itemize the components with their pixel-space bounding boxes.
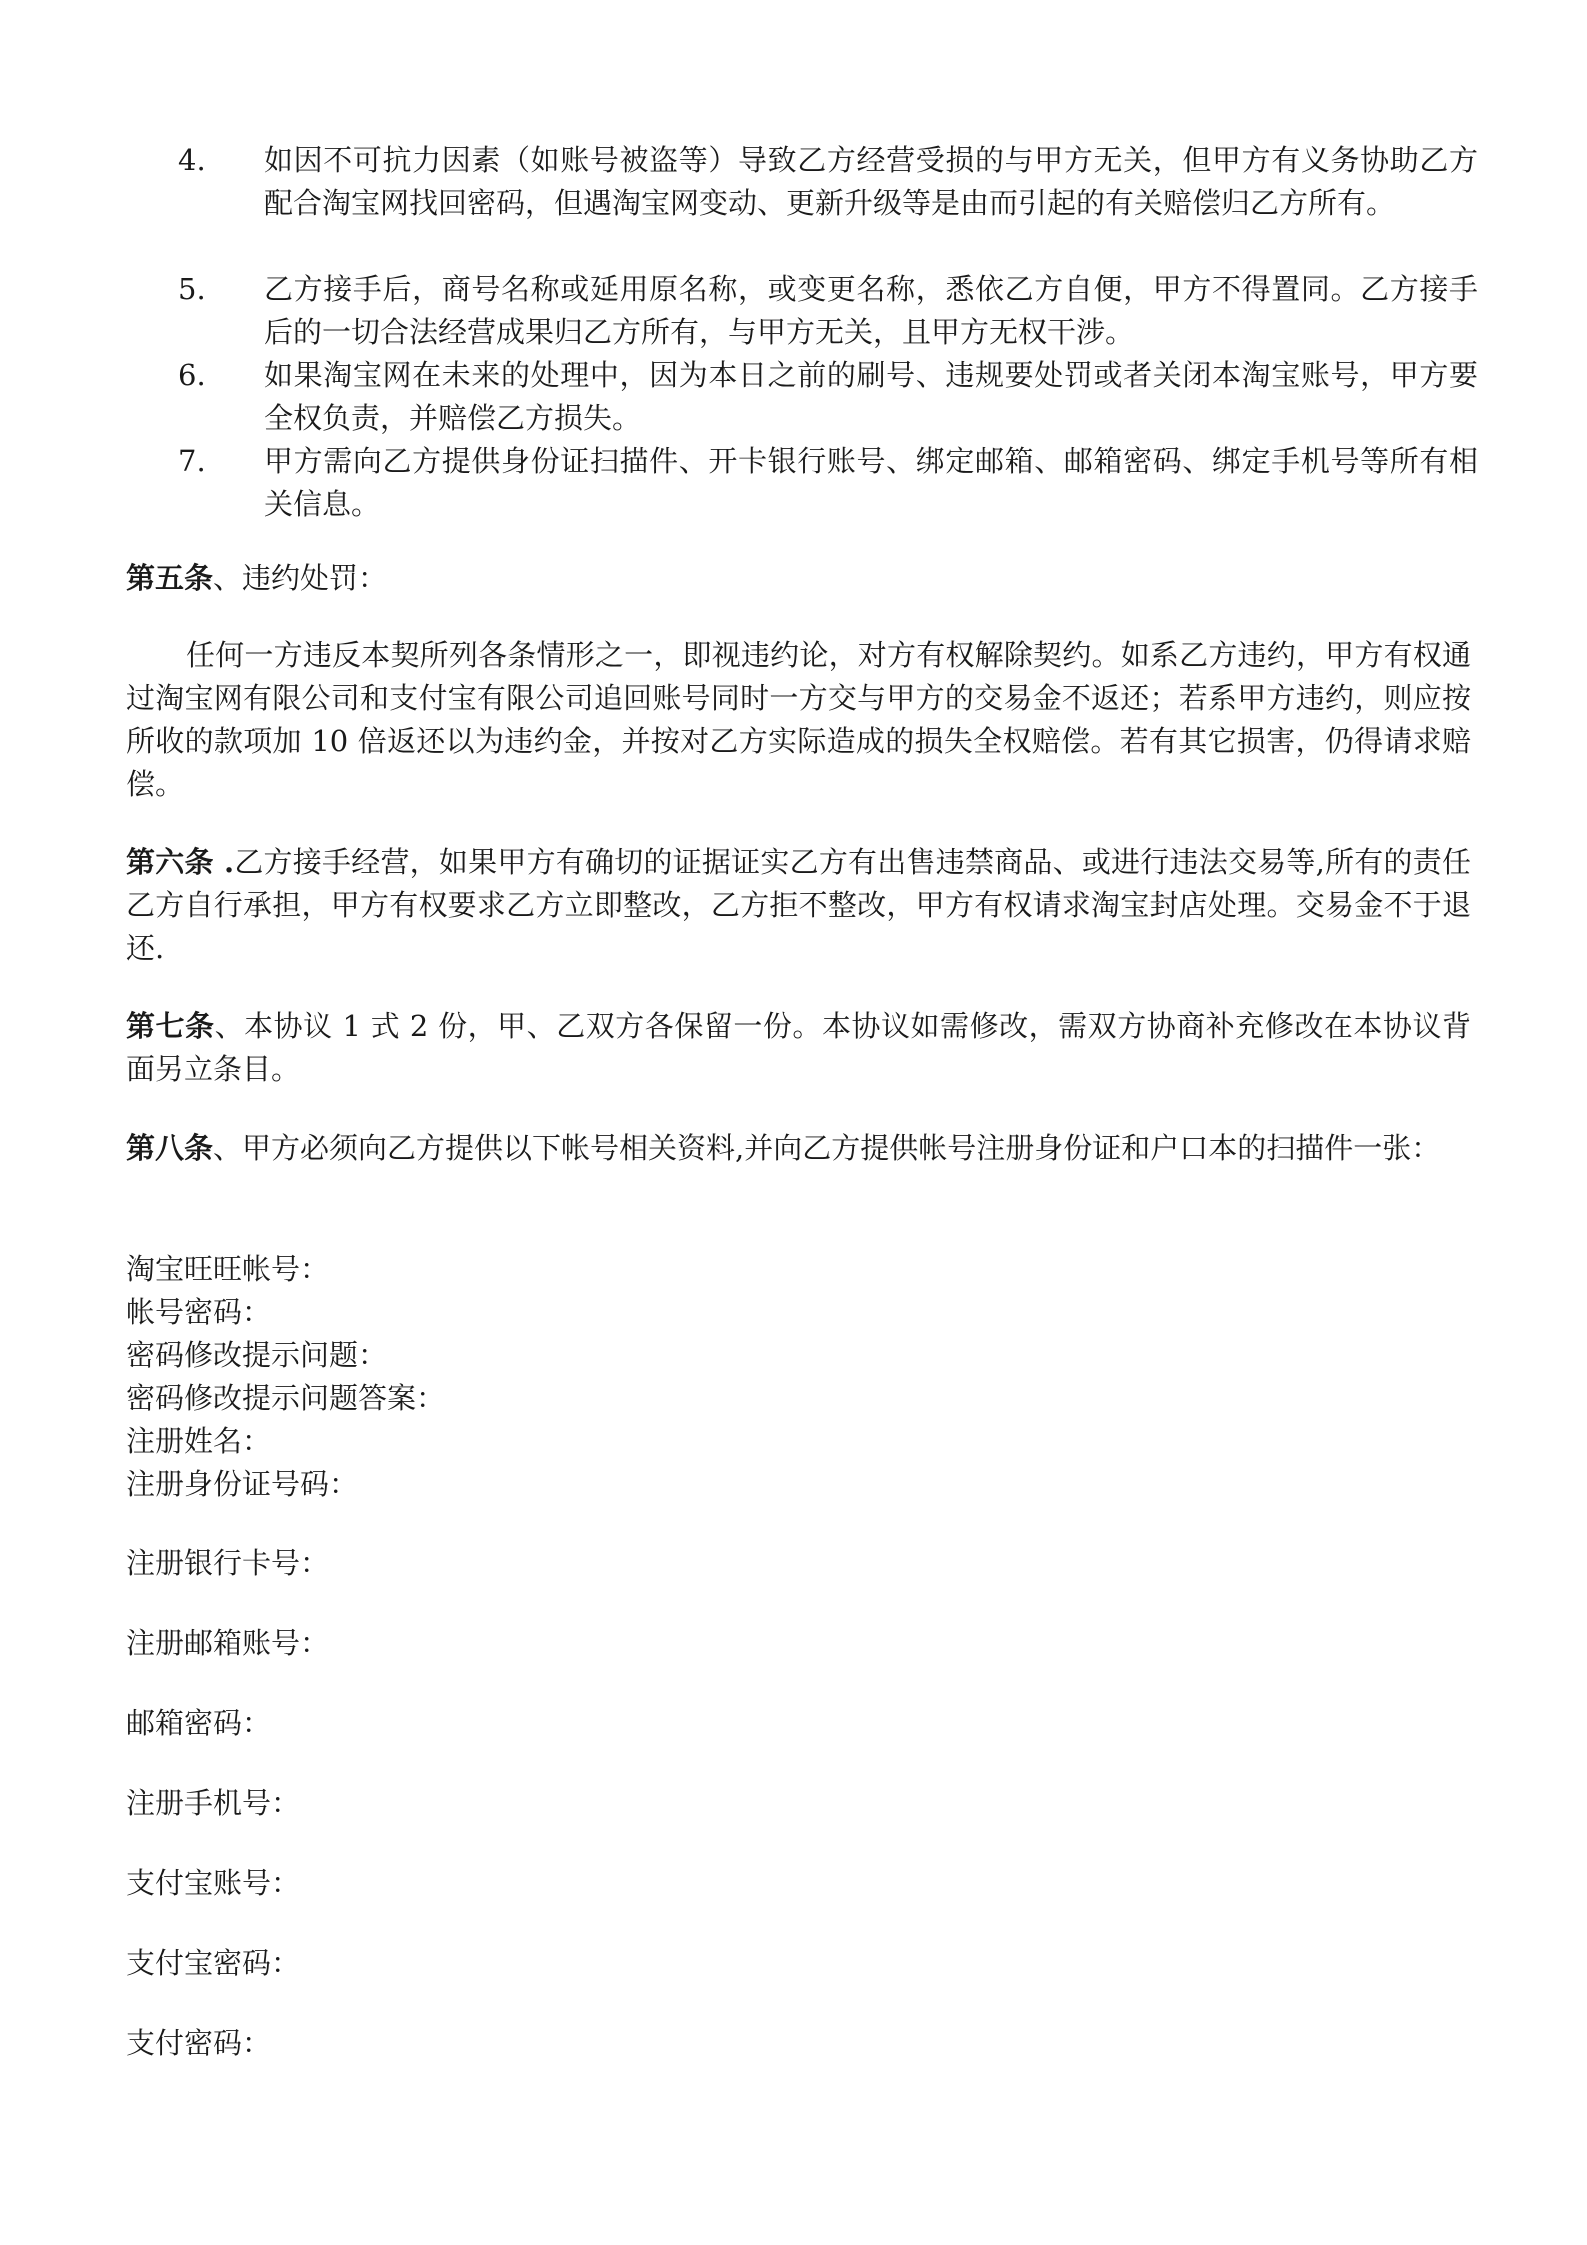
field-payment-password: 支付密码：	[126, 2026, 272, 2060]
list-item-number: 7.	[178, 444, 206, 478]
article-6-label: 第六条 .	[126, 845, 235, 879]
article-8-text: 、甲方必须向乙方提供以下帐号相关资料,并向乙方提供帐号注册身份证和户口本的扫描件一张：	[213, 1131, 1441, 1165]
list-item-text: 乙方接手后，商号名称或延用原名称，或变更名称，悉依乙方自便，甲方不得置同。乙方接手后的一切合法经营成果归乙方所有，与甲方无关，且甲方无权干涉。	[264, 272, 1478, 349]
article-7-text: 、本协议 1 式 2 份，甲、乙双方各保留一份。本协议如需修改，需双方协商补充修改在本协议背面另立条目。	[126, 1009, 1471, 1086]
list-item-text: 如果淘宝网在未来的处理中，因为本日之前的刷号、违规要处罚或者关闭本淘宝账号，甲方要全权负责，并赔偿乙方损失。	[264, 358, 1478, 435]
field-password-hint-question: 密码修改提示问题：	[126, 1338, 388, 1372]
field-password-hint-answer: 密码修改提示问题答案：	[126, 1381, 446, 1415]
field-email-password: 邮箱密码：	[126, 1706, 272, 1740]
article-5-body: 任何一方违反本契所列各条情形之一，即视违约论，对方有权解除契约。如系乙方违约，甲方有权通过淘宝网有限公司和支付宝有限公司追回账号同时一方交与甲方的交易金不返还；若系甲方违约，则应按所收的款项加 10 倍返还以为违约金，并按对乙方实际造成的损失全权赔偿。若有其它损害，仍得请求赔偿。	[126, 638, 1471, 801]
article-7-paragraph	[126, 1005, 1471, 1091]
article-6-text: 乙方接手经营，如果甲方有确切的证据证实乙方有出售违禁商品、或进行违法交易等,所有的责任乙方自行承担，甲方有权要求乙方立即整改，乙方拒不整改，甲方有权请求淘宝封店处理。交易金不于退还.	[126, 845, 1471, 965]
list-item-text: 如因不可抗力因素（如账号被盗等）导致乙方经营受损的与甲方无关，但甲方有义务协助乙方配合淘宝网找回密码，但遇淘宝网变动、更新升级等是由而引起的有关赔偿归乙方所有。	[264, 143, 1478, 220]
article-8-paragraph	[126, 1127, 1471, 1170]
list-item-number: 6.	[178, 358, 206, 392]
article-8-label: 第八条	[126, 1131, 214, 1165]
article-5-label: 第五条	[126, 561, 214, 595]
field-account-password: 帐号密码：	[126, 1295, 272, 1329]
list-item-number: 5.	[178, 272, 206, 306]
field-registered-phone: 注册手机号：	[126, 1786, 301, 1820]
list-item-text: 甲方需向乙方提供身份证扫描件、开卡银行账号、绑定邮箱、邮箱密码、绑定手机号等所有相关信息。	[264, 444, 1478, 521]
field-wangwang-account: 淘宝旺旺帐号：	[126, 1252, 330, 1286]
list-item-number: 4.	[178, 143, 206, 177]
article-5-heading	[126, 557, 1471, 600]
field-alipay-password: 支付宝密码：	[126, 1946, 301, 1980]
field-registered-bank-card: 注册银行卡号：	[126, 1546, 330, 1580]
list-item-4	[178, 139, 1478, 225]
article-5-title: 、违约处罚：	[213, 561, 388, 595]
list-item-5	[178, 268, 1478, 354]
list-item-6	[178, 354, 1478, 440]
article-6-paragraph	[126, 841, 1471, 970]
field-registered-name: 注册姓名：	[126, 1424, 272, 1458]
field-registered-email: 注册邮箱账号：	[126, 1626, 330, 1660]
field-alipay-account: 支付宝账号：	[126, 1866, 301, 1900]
list-item-7	[178, 440, 1478, 526]
article-7-label: 第七条	[126, 1009, 215, 1043]
field-registered-id-number: 注册身份证号码：	[126, 1467, 359, 1501]
